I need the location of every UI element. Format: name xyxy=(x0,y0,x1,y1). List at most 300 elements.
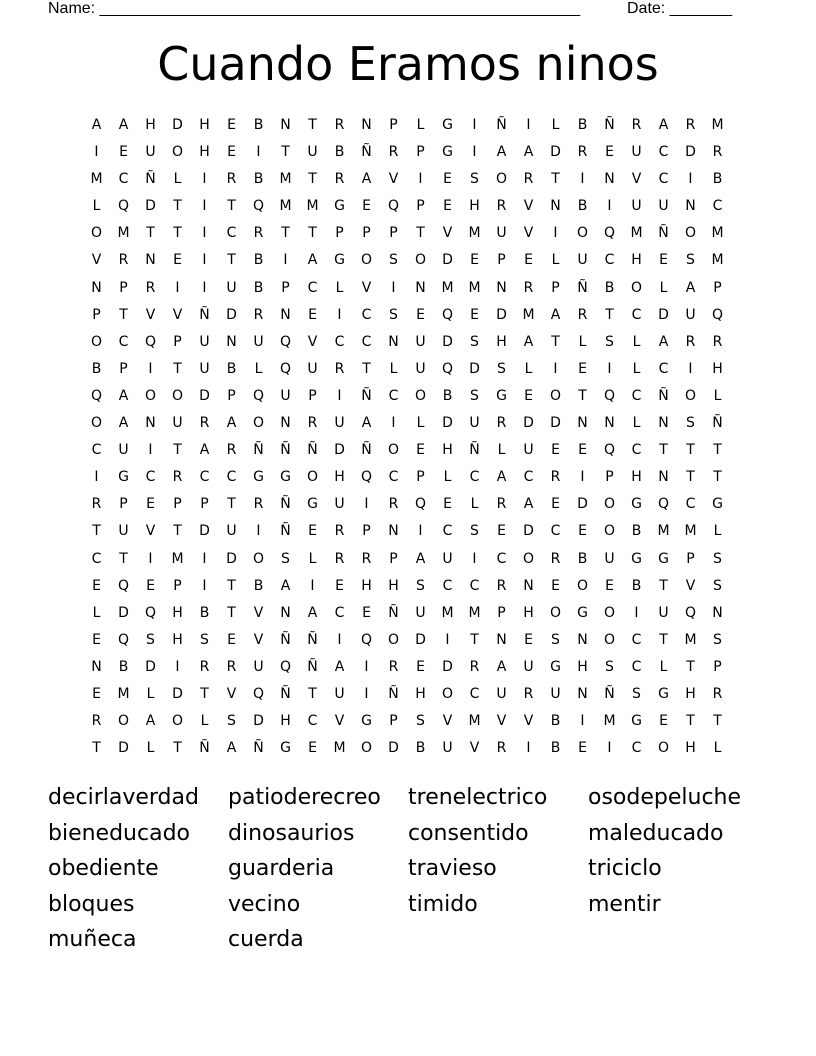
grid-row xyxy=(83,358,731,385)
grid-letter: D xyxy=(118,604,129,621)
grid-letter: P xyxy=(119,360,128,377)
grid-letter: V xyxy=(442,225,453,242)
grid-letter: N xyxy=(604,415,615,432)
grid-letter: R xyxy=(91,713,102,730)
grid-letter: L xyxy=(632,360,641,377)
grid-letter: D xyxy=(442,658,453,675)
grid-letter: P xyxy=(227,387,236,404)
grid-letter: I xyxy=(472,550,477,567)
grid-letter: C xyxy=(361,333,372,350)
grid-letter: R xyxy=(712,333,723,350)
grid-letter: I xyxy=(391,415,396,432)
grid-letter: V xyxy=(388,171,399,188)
grid-letter: V xyxy=(334,713,345,730)
grid-letter: H xyxy=(685,685,696,702)
grid-letter: R xyxy=(199,415,210,432)
grid-letter: M xyxy=(603,713,616,730)
grid-letter: E xyxy=(173,252,182,269)
grid-letter: P xyxy=(416,469,425,486)
grid-letter: M xyxy=(711,225,724,242)
grid-letter: Ñ xyxy=(199,306,210,323)
grid-letter: L xyxy=(551,252,560,269)
grid-letter: U xyxy=(631,198,642,215)
grid-letter: D xyxy=(415,631,426,648)
grid-letter: S xyxy=(632,685,641,702)
grid-letter: C xyxy=(307,713,318,730)
grid-letter: I xyxy=(391,279,396,296)
grid-letter: M xyxy=(90,171,103,188)
grid-letter: I xyxy=(472,144,477,161)
grid-letter: V xyxy=(172,306,183,323)
grid-letter: U xyxy=(199,360,210,377)
grid-letter: H xyxy=(469,198,480,215)
grid-letter: R xyxy=(631,117,642,133)
grid-letter: Ñ xyxy=(307,631,318,648)
grid-letter: D xyxy=(172,117,183,133)
grid-letter: I xyxy=(580,171,585,188)
grid-letter: U xyxy=(307,144,318,161)
grid-letter: N xyxy=(415,279,426,296)
page-title: Cuando Eramos ninos xyxy=(157,37,659,91)
grid-letter: E xyxy=(659,252,668,269)
grid-letter: I xyxy=(580,713,585,730)
grid-letter: C xyxy=(361,306,372,323)
grid-letter: A xyxy=(226,415,237,432)
grid-letter: B xyxy=(577,198,588,215)
grid-letter: P xyxy=(713,279,722,296)
grid-letter: C xyxy=(469,469,480,486)
grid-letter: H xyxy=(334,469,345,486)
grid-letter: P xyxy=(119,279,128,296)
grid-letter: Ñ xyxy=(280,631,291,648)
grid-letter: C xyxy=(469,577,480,594)
grid-letter: Ñ xyxy=(280,496,291,513)
grid-letter: U xyxy=(334,496,345,513)
grid-letter: Q xyxy=(117,198,130,215)
grid-letter: S xyxy=(470,523,479,540)
grid-letter: E xyxy=(524,252,533,269)
grid-letter: I xyxy=(337,387,342,404)
grid-letter: A xyxy=(118,387,129,404)
grid-letter: M xyxy=(522,306,535,323)
grid-letter: C xyxy=(388,387,399,404)
grid-letter: A xyxy=(307,604,318,621)
grid-letter: O xyxy=(252,415,265,432)
grid-letter: Q xyxy=(603,442,616,459)
grid-letter: E xyxy=(92,685,101,702)
grid-letter: M xyxy=(171,550,184,567)
grid-letter: A xyxy=(415,550,426,567)
grid-letter: S xyxy=(686,415,695,432)
grid-letter: S xyxy=(470,171,479,188)
grid-letter: C xyxy=(145,469,156,486)
grid-letter: I xyxy=(688,171,693,188)
word-list-item: timido xyxy=(408,891,478,917)
grid-letter: H xyxy=(199,144,210,161)
grid-letter: G xyxy=(442,144,453,161)
grid-letter: E xyxy=(551,496,560,513)
grid-letter: C xyxy=(712,198,723,215)
grid-letter: I xyxy=(283,252,288,269)
grid-letter: D xyxy=(442,415,453,432)
grid-letter: B xyxy=(577,550,588,567)
grid-letter: P xyxy=(335,225,344,242)
grid-letter: V xyxy=(442,713,453,730)
grid-letter: V xyxy=(685,577,696,594)
grid-letter: G xyxy=(442,117,453,133)
grid-letter: E xyxy=(443,198,452,215)
grid-letter: I xyxy=(202,550,207,567)
grid-letter: S xyxy=(551,631,560,648)
grid-letter: O xyxy=(171,713,184,730)
grid-letter: C xyxy=(199,469,210,486)
grid-letter: C xyxy=(469,685,480,702)
grid-row xyxy=(83,520,731,547)
grid-letter: Q xyxy=(603,387,616,404)
word-list xyxy=(48,780,788,958)
grid-letter: L xyxy=(632,333,641,350)
grid-letter: E xyxy=(605,144,614,161)
grid-letter: D xyxy=(226,550,237,567)
grid-letter: I xyxy=(688,360,693,377)
grid-letter: A xyxy=(280,577,291,594)
grid-letter: P xyxy=(92,306,101,323)
grid-letter: S xyxy=(281,550,290,567)
grid-letter: P xyxy=(686,550,695,567)
grid-letter: I xyxy=(202,252,207,269)
grid-letter: R xyxy=(550,469,561,486)
grid-letter: Q xyxy=(252,387,265,404)
grid-letter: N xyxy=(280,604,291,621)
grid-letter: D xyxy=(253,713,264,730)
grid-letter: T xyxy=(173,225,182,242)
grid-letter: I xyxy=(364,496,369,513)
grid-letter: E xyxy=(416,306,425,323)
grid-letter: C xyxy=(604,252,615,269)
grid-letter: N xyxy=(280,415,291,432)
grid-letter: P xyxy=(173,577,182,594)
grid-letter: E xyxy=(416,442,425,459)
grid-letter: M xyxy=(657,523,670,540)
grid-row xyxy=(83,439,731,466)
grid-letter: E xyxy=(578,740,587,757)
grid-letter: I xyxy=(607,198,612,215)
grid-letter: Q xyxy=(252,198,265,215)
grid-letter: N xyxy=(658,415,669,432)
grid-letter: D xyxy=(334,442,345,459)
grid-letter: H xyxy=(496,333,507,350)
grid-letter: T xyxy=(713,469,722,486)
grid-letter: G xyxy=(361,713,372,730)
grid-letter: U xyxy=(334,685,345,702)
grid-letter: N xyxy=(91,279,102,296)
grid-letter: Q xyxy=(252,685,265,702)
grid-letter: G xyxy=(550,658,561,675)
grid-letter: M xyxy=(684,523,697,540)
grid-letter: O xyxy=(657,740,670,757)
grid-letter: I xyxy=(256,144,261,161)
grid-row xyxy=(83,412,731,439)
grid-letter: M xyxy=(630,225,643,242)
grid-letter: R xyxy=(334,550,345,567)
grid-letter: T xyxy=(227,604,236,621)
grid-letter: T xyxy=(173,740,182,757)
grid-row xyxy=(83,222,731,249)
grid-letter: O xyxy=(171,387,184,404)
grid-letter: N xyxy=(523,577,534,594)
grid-letter: C xyxy=(334,604,345,621)
grid-letter: C xyxy=(442,523,453,540)
grid-letter: L xyxy=(146,740,155,757)
grid-letter: D xyxy=(118,740,129,757)
grid-letter: A xyxy=(91,117,102,133)
grid-letter: R xyxy=(496,496,507,513)
grid-row xyxy=(83,168,731,195)
grid-letter: V xyxy=(523,198,534,215)
grid-letter: U xyxy=(307,360,318,377)
grid-letter: P xyxy=(389,550,398,567)
grid-letter: E xyxy=(470,252,479,269)
grid-letter: R xyxy=(523,685,534,702)
grid-letter: G xyxy=(280,740,291,757)
grid-letter: L xyxy=(335,279,344,296)
grid-letter: M xyxy=(117,225,130,242)
grid-letter: I xyxy=(202,171,207,188)
grid-letter: G xyxy=(658,685,669,702)
grid-letter: R xyxy=(145,279,156,296)
grid-letter: Q xyxy=(360,469,373,486)
grid-letter: R xyxy=(253,225,264,242)
grid-letter: B xyxy=(118,658,129,675)
grid-letter: T xyxy=(146,225,155,242)
grid-letter: C xyxy=(118,171,129,188)
grid-letter: D xyxy=(550,415,561,432)
grid-letter: L xyxy=(173,171,182,188)
grid-letter: E xyxy=(497,523,506,540)
grid-letter: B xyxy=(631,523,642,540)
grid-letter: G xyxy=(334,198,345,215)
grid-letter: M xyxy=(441,279,454,296)
grid-letter: B xyxy=(334,144,345,161)
grid-letter: Q xyxy=(684,604,697,621)
grid-letter: L xyxy=(200,713,209,730)
grid-row xyxy=(83,114,731,141)
grid-letter: D xyxy=(442,333,453,350)
grid-letter: Q xyxy=(441,306,454,323)
grid-letter: V xyxy=(253,604,264,621)
grid-letter: R xyxy=(523,171,534,188)
grid-letter: B xyxy=(577,117,588,133)
grid-letter: U xyxy=(442,740,453,757)
grid-letter: R xyxy=(550,550,561,567)
grid-row xyxy=(83,277,731,304)
grid-letter: T xyxy=(605,306,614,323)
grid-letter: P xyxy=(389,225,398,242)
grid-letter: E xyxy=(146,577,155,594)
grid-letter: P xyxy=(362,523,371,540)
grid-letter: U xyxy=(145,144,156,161)
grid-letter: E xyxy=(119,144,128,161)
grid-letter: Ñ xyxy=(604,117,615,133)
grid-letter: O xyxy=(360,252,373,269)
grid-letter: N xyxy=(280,306,291,323)
grid-letter: C xyxy=(91,442,102,459)
grid-letter: U xyxy=(334,415,345,432)
grid-letter: I xyxy=(553,225,558,242)
grid-letter: R xyxy=(712,685,723,702)
grid-letter: T xyxy=(578,387,587,404)
word-list-item: vecino xyxy=(228,891,301,917)
grid-letter: N xyxy=(496,279,507,296)
grid-letter: R xyxy=(685,333,696,350)
grid-letter: P xyxy=(200,496,209,513)
grid-letter: S xyxy=(686,252,695,269)
grid-letter: B xyxy=(226,360,237,377)
grid-letter: B xyxy=(91,360,102,377)
grid-letter: M xyxy=(279,198,292,215)
grid-letter: E xyxy=(578,523,587,540)
grid-letter: N xyxy=(91,658,102,675)
grid-letter: R xyxy=(361,550,372,567)
grid-letter: C xyxy=(631,658,642,675)
grid-letter: B xyxy=(253,252,264,269)
grid-letter: V xyxy=(523,225,534,242)
grid-letter: A xyxy=(523,496,534,513)
grid-letter: T xyxy=(92,740,101,757)
grid-letter: A xyxy=(496,469,507,486)
grid-letter: C xyxy=(334,333,345,350)
grid-letter: T xyxy=(713,442,722,459)
grid-letter: R xyxy=(172,469,183,486)
grid-letter: U xyxy=(658,198,669,215)
grid-letter: D xyxy=(550,144,561,161)
grid-letter: E xyxy=(335,577,344,594)
grid-letter: B xyxy=(604,279,615,296)
grid-letter: Q xyxy=(117,577,130,594)
grid-letter: Ñ xyxy=(253,740,264,757)
grid-letter: A xyxy=(496,658,507,675)
grid-letter: Q xyxy=(603,225,616,242)
word-list-item: maleducado xyxy=(588,820,724,846)
grid-letter: H xyxy=(361,577,372,594)
grid-letter: S xyxy=(416,713,425,730)
grid-letter: Ñ xyxy=(469,442,480,459)
grid-letter: U xyxy=(226,523,237,540)
grid-row xyxy=(83,249,731,276)
grid-letter: I xyxy=(526,117,531,133)
grid-letter: I xyxy=(94,469,99,486)
grid-letter: H xyxy=(172,604,183,621)
grid-letter: T xyxy=(173,198,182,215)
letter-grid xyxy=(83,114,731,764)
grid-letter: U xyxy=(415,360,426,377)
word-list-item: bloques xyxy=(48,891,135,917)
grid-letter: L xyxy=(713,523,722,540)
grid-letter: R xyxy=(334,523,345,540)
grid-letter: Q xyxy=(360,631,373,648)
grid-row xyxy=(83,575,731,602)
grid-letter: I xyxy=(202,225,207,242)
grid-letter: B xyxy=(712,171,723,188)
grid-letter: A xyxy=(118,415,129,432)
grid-letter: V xyxy=(145,523,156,540)
grid-letter: I xyxy=(94,144,99,161)
grid-letter: R xyxy=(253,306,264,323)
grid-letter: P xyxy=(173,496,182,513)
grid-letter: E xyxy=(92,631,101,648)
grid-letter: T xyxy=(551,333,560,350)
grid-letter: Q xyxy=(279,333,292,350)
date-field-label: Date: _______ xyxy=(627,0,732,17)
grid-letter: T xyxy=(281,144,290,161)
grid-letter: U xyxy=(199,333,210,350)
grid-letter: C xyxy=(550,523,561,540)
grid-letter: I xyxy=(202,279,207,296)
grid-letter: O xyxy=(360,740,373,757)
grid-row xyxy=(83,602,731,629)
grid-letter: L xyxy=(92,604,101,621)
grid-letter: G xyxy=(712,496,723,513)
grid-letter: C xyxy=(226,469,237,486)
grid-letter: T xyxy=(227,577,236,594)
grid-letter: Ñ xyxy=(658,225,669,242)
grid-letter: N xyxy=(604,171,615,188)
grid-letter: L xyxy=(713,740,722,757)
grid-letter: H xyxy=(145,117,156,133)
grid-letter: E xyxy=(227,117,236,133)
grid-letter: R xyxy=(307,415,318,432)
grid-letter: O xyxy=(90,225,103,242)
grid-letter: S xyxy=(713,550,722,567)
grid-letter: G xyxy=(307,496,318,513)
grid-letter: I xyxy=(175,279,180,296)
grid-letter: R xyxy=(388,496,399,513)
grid-letter: G xyxy=(253,469,264,486)
grid-letter: P xyxy=(551,279,560,296)
grid-letter: U xyxy=(496,685,507,702)
grid-letter: V xyxy=(145,306,156,323)
grid-letter: T xyxy=(659,577,668,594)
grid-letter: Q xyxy=(117,631,130,648)
grid-letter: I xyxy=(310,577,315,594)
grid-letter: I xyxy=(607,740,612,757)
grid-letter: A xyxy=(523,144,534,161)
grid-letter: Q xyxy=(144,333,157,350)
word-list-item: osodepeluche xyxy=(588,785,742,810)
grid-letter: R xyxy=(496,198,507,215)
grid-letter: V xyxy=(307,333,318,350)
grid-letter: A xyxy=(361,415,372,432)
grid-letter: L xyxy=(389,360,398,377)
grid-letter: C xyxy=(91,550,102,567)
grid-letter: M xyxy=(468,225,481,242)
grid-letter: E xyxy=(443,496,452,513)
grid-letter: E xyxy=(227,144,236,161)
grid-letter: B xyxy=(631,577,642,594)
grid-letter: G xyxy=(631,496,642,513)
grid-letter: V xyxy=(91,252,102,269)
grid-letter: P xyxy=(416,144,425,161)
grid-letter: Ñ xyxy=(658,387,669,404)
grid-letter: A xyxy=(685,279,696,296)
word-list-item: decirlaverdad xyxy=(48,785,199,810)
grid-letter: E xyxy=(416,658,425,675)
grid-letter: C xyxy=(442,577,453,594)
grid-letter: O xyxy=(684,387,697,404)
grid-letter: C xyxy=(631,740,642,757)
grid-letter: H xyxy=(388,577,399,594)
grid-letter: H xyxy=(712,360,723,377)
